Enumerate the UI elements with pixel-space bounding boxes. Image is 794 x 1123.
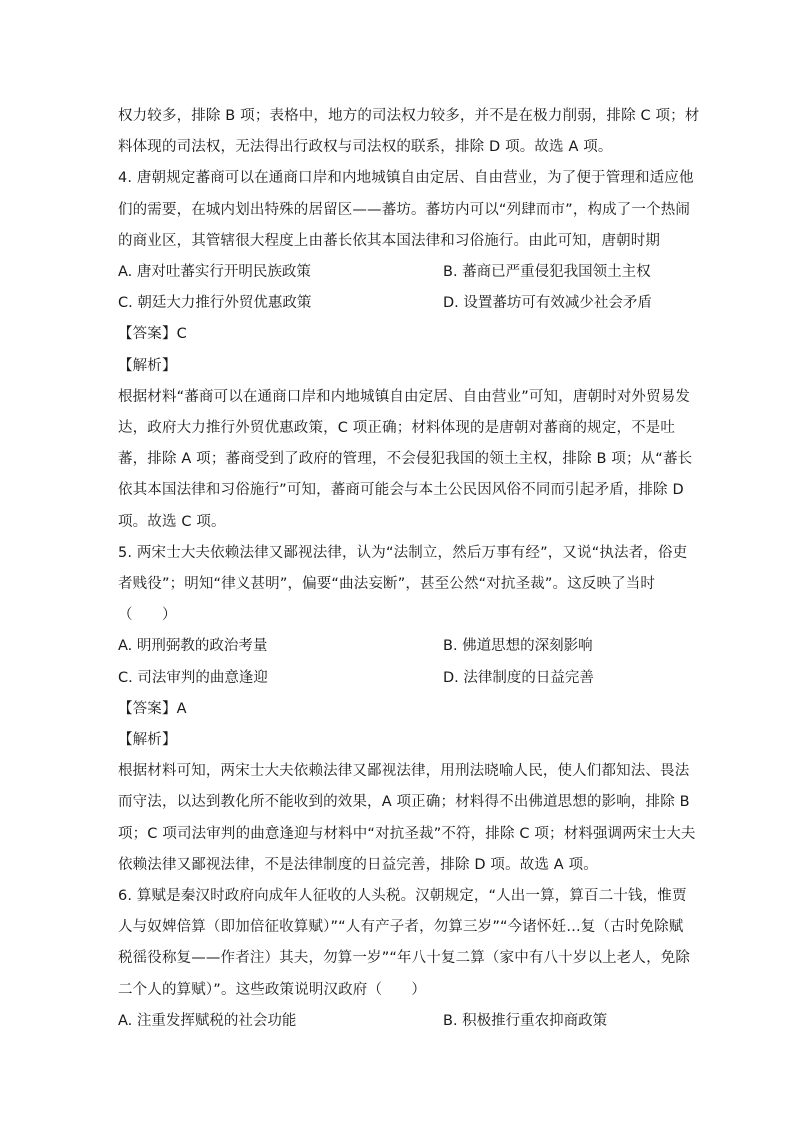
option-row <box>118 663 678 694</box>
option-row <box>118 288 678 319</box>
analysis-line: 达，政府大力推行外贸优惠政策，C 项正确；材料体现的是唐朝对蕃商的规定，不是吐 <box>118 420 676 437</box>
option-row <box>118 1006 678 1037</box>
option-c: C. 朝廷大力推行外贸优惠政策 <box>118 295 312 312</box>
option-b: B. 蕃商已严重侵犯我国领土主权 <box>443 264 651 281</box>
question-stem-line: 5. 两宋士大夫依赖法律又鄙视法律，认为“法制立，然后万事有经”，又说“执法者，俗吏 <box>118 544 688 561</box>
analysis-line: 根据材料“蕃商可以在通商口岸和内地城镇自由定居、自由营业”可知，唐朝时对外贸易发 <box>118 388 691 405</box>
question-stem-line: 的商业区，其管辖很大程度上由蕃长依其本国法律和习俗施行。由此可知，唐朝时期 <box>118 232 661 249</box>
text-line: 料体现的司法权，无法得出行政权与司法权的联系，排除 D 项。故选 A 项。 <box>118 139 613 156</box>
question-stem-line: 4. 唐朝规定蕃商可以在通商口岸和内地城镇自由定居、自由营业，为了便于管理和适应他 <box>118 170 694 187</box>
answer-blank: （ ） <box>118 607 177 624</box>
question-stem-line: 人与奴婢倍算（即加倍征收算赋）”“人有产子者，勿算三岁”“今诸怀妊…复（古时免除赋 <box>118 919 684 936</box>
option-a: A. 注重发挥赋税的社会功能 <box>118 1012 297 1029</box>
question-stem-line: 6. 算赋是秦汉时政府向成年人征收的人头税。汉朝规定，“人出一算，算百二十钱，惟贾 <box>118 888 687 905</box>
analysis-label: 【解析】 <box>118 732 177 749</box>
option-c: C. 司法审判的曲意逢迎 <box>118 669 268 686</box>
analysis-line: 蕃，排除 A 项；蕃商受到了政府的管理，不会侵犯我国的领土主权，排除 B 项；从“蕃长 <box>118 451 693 468</box>
question-stem-line: 们的需要，在城内划出特殊的居留区——蕃坊。蕃坊内可以“列肆而市”，构成了一个热闹 <box>118 201 691 218</box>
option-a: A. 明刑弼教的政治考量 <box>118 638 268 655</box>
document-body <box>118 101 700 1037</box>
option-b: B. 积极推行重农抑商政策 <box>443 1012 608 1029</box>
analysis-line: 项；C 项司法审判的曲意逢迎与材料中“对抗圣裁”不符，排除 C 项；材料强调两宋士大夫 <box>118 825 696 842</box>
option-row <box>118 257 678 288</box>
q3-analysis-continuation <box>118 101 700 163</box>
question-stem-line: 二个人的算赋）”。这些政策说明汉政府（ ） <box>118 981 427 998</box>
answer-line: 【答案】A <box>118 700 187 717</box>
question-stem-line: 税徭役称复——作者注）其夫，勿算一岁”“年八十复二算（家中有八十岁以上老人，免除 <box>118 950 691 967</box>
option-a: A. 唐对吐蕃实行开明民族政策 <box>118 264 311 281</box>
analysis-line: 根据材料可知，两宋士大夫依赖法律又鄙视法律，用刑法晓喻人民，使人们都知法、畏法 <box>118 763 690 780</box>
question-stem-line: 者贱役”；明知“律义甚明”，偏要“曲法妄断”，甚至公然“对抗圣裁”。这反映了当时 <box>118 576 656 593</box>
analysis-line: 依其本国法律和习俗施行”可知，蕃商可能会与本土公民因风俗不同而引起矛盾，排除 D <box>118 482 684 499</box>
text-line: 权力较多，排除 B 项；表格中，地方的司法权力较多，并不是在极力削弱，排除 C 项；材 <box>118 108 700 124</box>
option-d: D. 设置蕃坊可有效减少社会矛盾 <box>443 295 652 312</box>
analysis-line: 依赖法律又鄙视法律，不是法律制度的日益完善，排除 D 项。故选 A 项。 <box>118 856 598 873</box>
analysis-line: 项。故选 C 项。 <box>118 513 226 530</box>
option-row <box>118 631 678 662</box>
analysis-line: 而守法，以达到教化所不能收到的效果，A 项正确；材料得不出佛道思想的影响，排除 B <box>118 794 690 811</box>
option-b: B. 佛道思想的深刻影响 <box>443 638 593 655</box>
analysis-label: 【解析】 <box>118 357 177 374</box>
question-4 <box>118 163 694 537</box>
option-d: D. 法律制度的日益完善 <box>443 669 594 686</box>
answer-line: 【答案】C <box>118 326 187 343</box>
question-6 <box>118 881 691 1037</box>
question-5 <box>118 538 696 881</box>
